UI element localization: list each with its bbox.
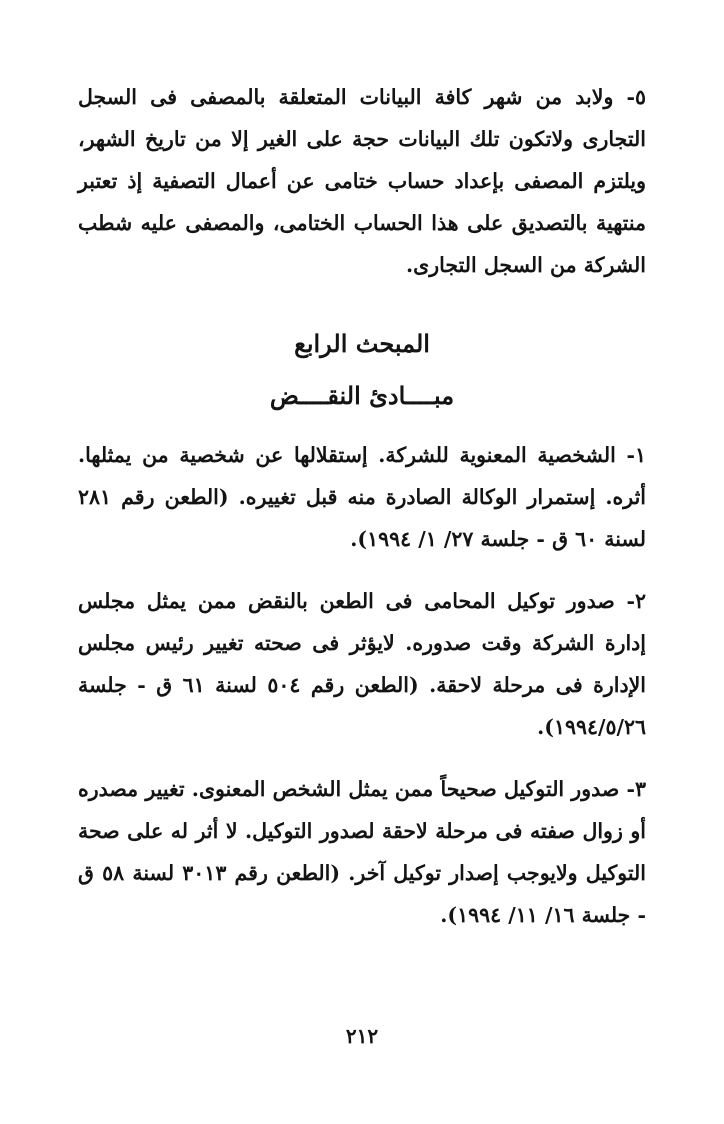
intro-paragraph: ٥- ولابد من شهر كافة البيانات المتعلقة بالمصفى فى السجل التجارى ولاتكون تلك البيانات حجة على الغير إلا من تاريخ الشهر، ويلتزم المصفى بإعداد حساب ختامى عن أعمال التصفية إذ تعتبر منتهية بالتصديق على هذا الحساب الختامى، والمصفى عليه شطب الشركة من السجل التجارى. xyxy=(78,85,646,277)
principle-item-2: ٢- صدور توكيل المحامى فى الطعن بالنقض ممن يمثل مجلس إدارة الشركة وقت صدوره. لايؤثر فى صحته تغيير رئيس مجلس الإدارة فى مرحلة لاحقة. (الطعن رقم ٥٠٤ لسنة ٦١ ق - جلسة ١٩٩٤/٥/٢٦). xyxy=(78,589,646,739)
section-subheading: مبــــادئ النقــــض xyxy=(269,381,455,410)
section-heading: المبحث الرابع xyxy=(294,329,430,358)
principle-item-1: ١- الشخصية المعنوية للشركة. إستقلالها عن شخصية من يمثلها. أثره. إستمرار الوكالة الصادرة منه قبل تغييره. (الطعن رقم ٢٨١ لسنة ٦٠ ق - جلسة ٢٧/ ١/ ١٩٩٤). xyxy=(78,443,646,551)
principle-item-3: ٣- صدور التوكيل صحيحاً ممن يمثل الشخص المعنوى. تغيير مصدره أو زوال صفته فى مرحلة لاحقة لصدور التوكيل. لا أثر له على صحة التوكيل ولايوجب إصدار توكيل آخر. (الطعن رقم ٣٠١٣ لسنة ٥٨ ق - جلسة ١٦/ ١١/ ١٩٩٤). xyxy=(78,777,646,927)
page-number: ٢١٢ xyxy=(345,1024,379,1048)
page-body xyxy=(78,76,646,956)
